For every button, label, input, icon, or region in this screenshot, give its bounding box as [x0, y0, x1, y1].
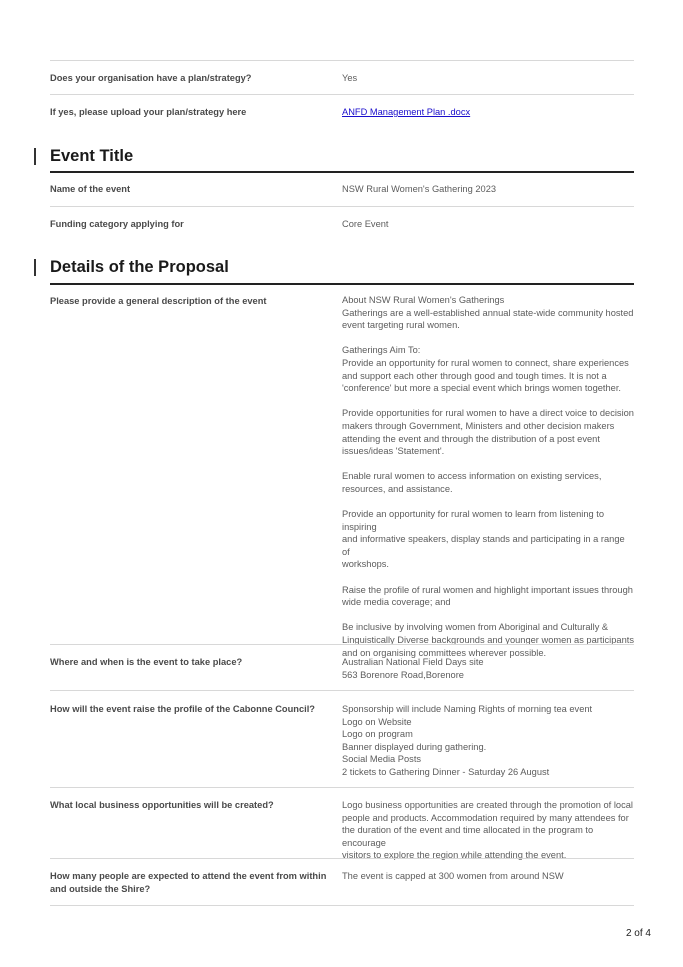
text-line: 563 Borenore Road,Borenore: [342, 669, 464, 680]
location-question: Where and when is the event to take place?: [50, 657, 243, 667]
paragraph: [342, 470, 634, 495]
text-line: issues/ideas 'Statement'.: [342, 446, 445, 457]
description-answer: [342, 294, 634, 659]
business-question: What local business opportunities will be created?: [50, 800, 274, 810]
text-line: Banner displayed during gathering.: [342, 741, 487, 752]
text-line: Logo on program: [342, 729, 413, 740]
profile-question: How will the event raise the profile of the Cabonne Council?: [50, 704, 315, 714]
text-line: Provide an opportunity for rural women to learn from listening to inspiring: [342, 509, 604, 532]
text-line: Be inclusive by involving women from Aboriginal and Culturally &: [342, 622, 609, 633]
business-row: [50, 787, 634, 859]
event-name-question: Name of the event: [50, 184, 131, 194]
text-line: 2 tickets to Gathering Dinner - Saturday 26 August: [342, 766, 550, 777]
text-line: workshops.: [342, 559, 390, 570]
text-line: About NSW Rural Women's Gatherings: [342, 295, 505, 305]
text-line: people and products. Accommodation required by many attendees for: [342, 812, 629, 823]
text-line: Enable rural women to access information on existing services,: [342, 471, 602, 482]
text-line: Logo on Website: [342, 716, 412, 727]
text-line: event targeting rural women.: [342, 320, 460, 331]
plan-strategy-answer: Yes: [342, 73, 358, 83]
description-row: [50, 284, 634, 658]
plan-file-link[interactable]: ANFD Management Plan .docx: [342, 107, 471, 117]
section-marker: [34, 148, 36, 165]
text-line: wide media coverage; and: [342, 597, 451, 608]
text-line: Linguistically Diverse backgrounds and younger women as participants: [342, 635, 634, 646]
text-line: and outside the Shire?: [50, 884, 151, 894]
text-line: Social Media Posts: [342, 754, 422, 765]
proposal-heading: Details of the Proposal: [50, 258, 229, 276]
section-marker: [34, 259, 36, 276]
paragraph: [342, 294, 634, 332]
text-line: the duration of the event and time allocated in the program to encourage: [342, 825, 594, 848]
text-line: Gatherings Aim To:: [342, 345, 421, 356]
profile-row: [50, 690, 634, 788]
text-line: and on organising committees wherever possible.: [342, 647, 547, 658]
plan-upload-answer-cell: [342, 106, 634, 119]
text-line: Sponsorship will include Naming Rights of morning tea event: [342, 704, 593, 714]
text-line: How many people are expected to attend the event from within: [50, 871, 327, 881]
event-title-heading: Event Title: [50, 147, 134, 165]
text-line: and informative speakers, display stands and participating in a range of: [342, 534, 625, 557]
profile-answer: [342, 703, 634, 779]
text-line: Raise the profile of rural women and highlight important issues through: [342, 584, 633, 595]
text-line: Provide an opportunity for rural women to connect, share experiences: [342, 357, 629, 368]
attendance-row: [50, 858, 634, 906]
text-line: resources, and assistance.: [342, 483, 453, 494]
paragraph: [342, 508, 634, 571]
text-line: makers through Government, Ministers and other decision makers: [342, 420, 615, 431]
attendance-question: [50, 870, 330, 896]
business-answer: [342, 799, 634, 862]
event-name-answer: NSW Rural Women's Gathering 2023: [342, 184, 497, 194]
paragraph: [342, 344, 634, 394]
text-line: Provide opportunities for rural women to have a direct voice to decision: [342, 408, 634, 419]
plan-strategy-row: [50, 60, 634, 95]
event-name-row: [50, 172, 634, 206]
paragraph: [342, 407, 634, 457]
text-line: Gatherings are a well-established annual state-wide community hosted: [342, 307, 634, 318]
location-answer: [342, 656, 634, 681]
text-line: visitors to explore the region while attending the event.: [342, 850, 567, 861]
text-line: and support each other through good and tough times. It is not a: [342, 370, 607, 381]
text-line: Australian National Field Days site: [342, 657, 484, 667]
text-line: attending the event and through the distribution of a post event: [342, 433, 600, 444]
attendance-answer: The event is capped at 300 women from around NSW: [342, 871, 564, 881]
text-line: Logo business opportunities are created through the promotion of local: [342, 800, 633, 810]
plan-upload-question: If yes, please upload your plan/strategy here: [50, 107, 247, 117]
plan-strategy-question: Does your organisation have a plan/strategy?: [50, 73, 252, 83]
funding-category-answer: Core Event: [342, 219, 389, 229]
location-row: [50, 644, 634, 691]
funding-category-row: [50, 206, 634, 241]
page-number: 2 of 4: [625, 928, 651, 939]
paragraph: [342, 584, 634, 609]
plan-upload-row: [50, 94, 634, 129]
text-line: 'conference' but more a special event which brings women together.: [342, 383, 621, 394]
description-question: Please provide a general description of the event: [50, 296, 267, 306]
funding-category-question: Funding category applying for: [50, 219, 184, 229]
